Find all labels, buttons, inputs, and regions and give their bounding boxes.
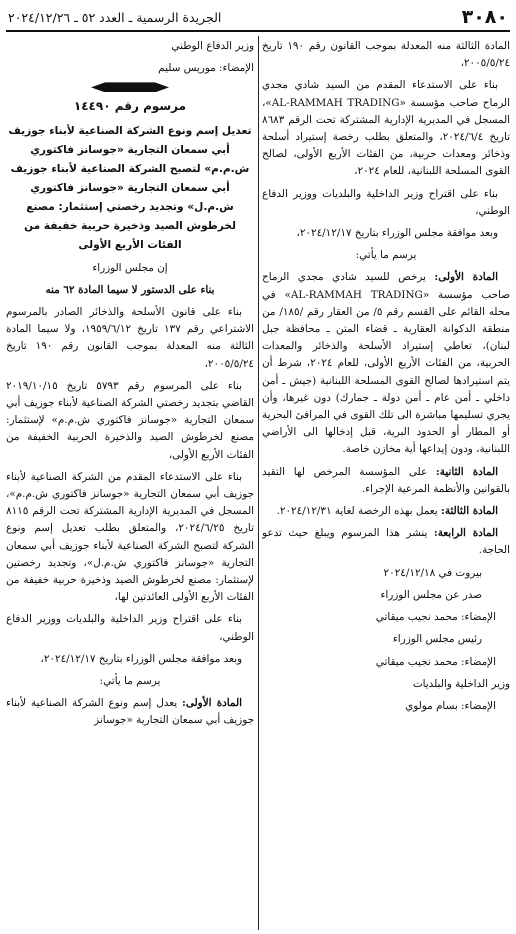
right-column — [262, 38, 510, 930]
article-2 — [262, 464, 510, 498]
signature: الإمضاء: موريس سليم — [158, 62, 254, 75]
paragraph: بناء على الاستدعاء المقدم من الشركة الصناعية لأبناء جوزيف أبي سمعان التجارية «جوسانز فاكتوري ش.م.م»، المسجل في المديرية الإدارية المشتركة تحت الرقم ٨١١٥ تاريخ ٢٠٢٤/٦/٢٥، والمتعلق بطلب تعديل إسم ونوع الشركة لتصبح الشركة الصناعية لأبناء جوزيف أبي سمعان التجارية «جوسانز فاكتوري ش.م.ل»، وتجديد رخصتين لإستثمار: مصنع لخرطوش الصيد وذخيرة حربية خفيفة من الفئات الأربع الأولى العائدتين لها، — [6, 470, 254, 604]
gazette-title: الجريدة الرسمية ـ العدد ٥٢ ـ ٢٠٢٤/١٢/٢٦ — [8, 10, 222, 25]
article-label: المادة الرابعة: — [433, 527, 498, 540]
left-column — [6, 38, 254, 930]
paragraph: بناء على الاستدعاء المقدم من السيد شادي مجدي الرماح صاحب مؤسسة «AL-RAMMAH TRADING»، المسجل في المديرية الإدارية المشتركة تحت الرقم ٨٦٨٣ تاريخ ٢٠٢٤/٦/٤، والمتعلق بطلب رخصة إستيراد أسلحة وذخائر ومعدات حربية، من الفئات الأربع الأولى، لصالح القوى المسلحة اللبنانية، للعام ٢٠٢٤، — [262, 79, 510, 178]
article-3 — [262, 503, 510, 520]
page-number: ٣٠٨٠ — [461, 6, 508, 28]
paragraph: بناء على اقتراح وزير الداخلية والبلديات ووزير الدفاع الوطني، — [262, 187, 510, 217]
paragraph: بناء على المرسوم رقم ٥٧٩٣ تاريخ ٢٠١٩/١٠/١٥ القاضي بتجديد رخصتي الشركة الصناعية لأبناء جوزيف أبي سمعان التجارية «جوسانز فاكتوري ش.م.م» لإستثمار: مصنع لخرطوش الصيد والذخيرة الحربية الخفيفة من الفئات الأربع الأولى، — [6, 379, 254, 461]
decree-subject: تعديل إسم ونوع الشركة الصناعية لأبناء جوزيف أبي سمعان التجارية «جوسانز فاكتوري ش.م.م» لتصبح الشركة الصناعية لأبناء جوزيف أبي سمعان التجارية «جوسانز فاكتوري ش.م.ل» وتجديد رخصتي إستثمار: مصنع لخرطوش الصيد وذخيرة حربية خفيفة من الفئات الأربع الأولى — [8, 124, 252, 251]
article-1 — [262, 269, 510, 458]
article-text: يعمل بهذه الرخصة لغاية ٢٠٢٤/١٢/٣١. — [276, 505, 442, 518]
article-label: المادة الأولى: — [434, 271, 498, 284]
council-line: إن مجلس الوزراء — [92, 261, 168, 274]
decrees-line: يرسم ما يأتي: — [99, 675, 161, 688]
paragraph: وبعد موافقة مجلس الوزراء بتاريخ ٢٠٢٤/١٢/١٧، — [40, 652, 242, 665]
decree-number: مرسوم رقم ١٤٤٩٠ — [73, 99, 187, 114]
article-1 — [6, 695, 254, 729]
paragraph: بناء على قانون الأسلحة والذخائر الصادر بالمرسوم الاشتراعي رقم ١٣٧ تاريخ ١٩٥٩/٦/١٢، ولا سيما المادة الثالثة منه المعدلة بموجب القانون رقم ١٩٠ تاريخ ٢٠٠٥/٥/٢٤، — [6, 306, 254, 370]
article-text: يرخص للسيد شادي مجدي الرماح صاحب مؤسسة «AL-RAMMAH TRADING» في محله القائم على القسم رقم ٥/ من العقار رقم /١٨٥/ من منطقة الدكوانة العقارية ـ قضاء المتن ـ محافظة جبل لبنان)، تعاطي إستيراد الأسلحة والذخائر والمعدات الحربية، من الفئات الأربع الأولى، للعام ٢٠٢٤، شرط أن يتم استيرادها لصالح القوى المسلحة اللبنانية (جيش ـ أمن داخلي ـ أمن عام ـ أمن دولة ـ جمارك) دون غيرها، وأن يجري تسليمها مباشرة الى تلك القوى في المرافئ البحرية أو المطار أو الحدود البرية، قبل إدخالها الى الأراضي اللبنانية، ودون إيداعها أية مخازن خاصة. — [262, 271, 510, 456]
signature: الإمضاء: محمد نجيب ميقاتي — [375, 611, 496, 624]
paragraph: المادة الثالثة منه المعدلة بموجب القانون رقم ١٩٠ تاريخ ٢٠٠٥/٥/٢٤، — [262, 40, 510, 70]
signature: الإمضاء: بسام مولوي — [405, 699, 496, 712]
paragraph: بناء على اقتراح وزير الداخلية والبلديات ووزير الدفاع الوطني، — [6, 613, 254, 643]
issued-by: صدر عن مجلس الوزراء — [380, 588, 482, 601]
article-label: المادة الثانية: — [435, 465, 499, 478]
signature: الإمضاء: محمد نجيب ميقاتي — [375, 655, 496, 668]
minister-title: وزير الداخلية والبلديات — [412, 677, 510, 690]
page-header — [6, 4, 510, 32]
article-text: ينشر هذا المرسوم ويبلغ حيث تدعو الحاجة. — [262, 527, 510, 557]
article-4 — [262, 525, 510, 559]
article-text: يعدل إسم ونوع الشركة الصناعية لأبناء جوزيف أبي سمعان التجارية «جوسانز — [6, 697, 254, 727]
place-date: بيروت في ٢٠٢٤/١٢/١٨ — [383, 566, 482, 579]
column-divider — [258, 36, 259, 930]
article-label: المادة الأولى: — [182, 697, 242, 710]
separator-ornament — [91, 82, 169, 92]
constitution-line: بناء على الدستور لا سيما المادة ٦٢ منه — [45, 283, 215, 296]
pm-title: رئيس مجلس الوزراء — [392, 633, 482, 646]
decrees-line: يرسم ما يأتي: — [355, 249, 417, 262]
article-text: على المؤسسة المرخص لها التقيد بالقوانين والأنظمة المرعية الإجراء. — [262, 465, 510, 495]
article-label: المادة الثالثة: — [441, 505, 498, 518]
paragraph: وبعد موافقة مجلس الوزراء بتاريخ ٢٠٢٤/١٢/١٧، — [296, 227, 498, 240]
minister-title: وزير الدفاع الوطني — [171, 40, 254, 52]
